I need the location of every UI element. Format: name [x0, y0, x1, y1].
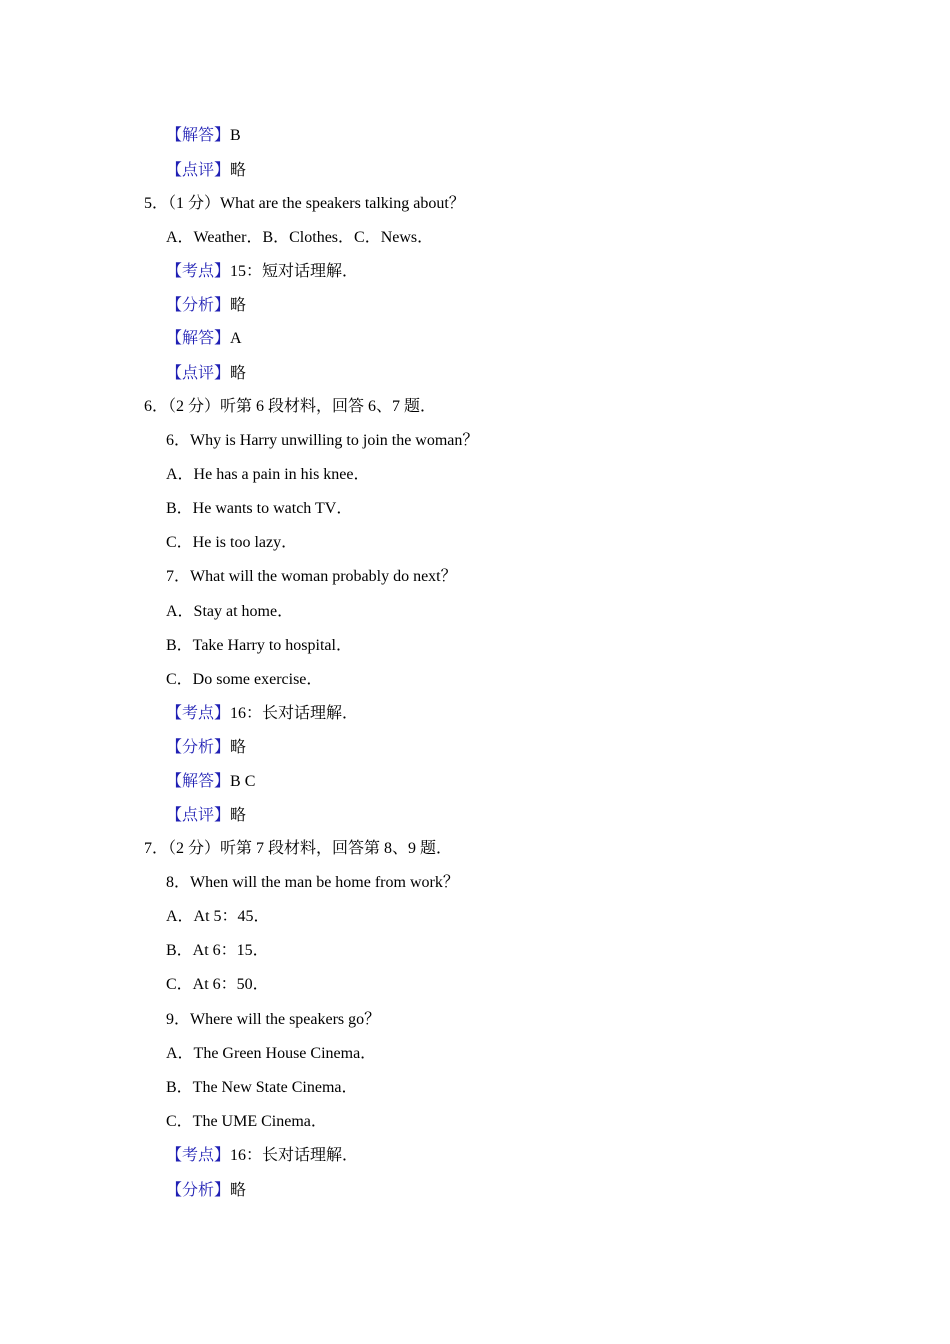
analysis-line [166, 1181, 246, 1201]
sub-question-8: 8．When will the man be home from work？ [166, 874, 459, 891]
testpoint-tag: 【考点】 [166, 263, 231, 280]
option-a: A．The Green House Cinema． [166, 1045, 377, 1062]
comment-text: 略 [230, 162, 247, 179]
question-5: 5．（1 分）What are the speakers talking about？ [144, 195, 465, 212]
sub-question-7: 7．What will the woman probably do next？ [166, 568, 457, 585]
analysis-line [166, 296, 246, 316]
testpoint-text: 16：长对话理解． [230, 705, 359, 722]
comment-tag: 【点评】 [166, 807, 231, 824]
answer-line [166, 772, 255, 792]
testpoint-tag: 【考点】 [166, 1147, 231, 1164]
answer-text: B [230, 127, 241, 144]
comment-text: 略 [230, 365, 247, 382]
option-c: C．He is too lazy． [166, 534, 298, 551]
option-b: B．He wants to watch TV． [166, 500, 353, 517]
comment-line [166, 364, 246, 384]
testpoint-text: 16：长对话理解． [230, 1147, 359, 1164]
answer-tag: 【解答】 [166, 127, 231, 144]
option-c: C．At 6：50． [166, 976, 269, 993]
comment-text: 略 [230, 807, 247, 824]
sub-question-9: 9．Where will the speakers go？ [166, 1011, 381, 1028]
analysis-text: 略 [230, 1182, 247, 1199]
option-c: C．Do some exercise． [166, 671, 323, 688]
sub-question-6: 6．Why is Harry unwilling to join the woman？ [166, 432, 479, 449]
option-b: B．Take Harry to hospital． [166, 637, 352, 654]
question-5-options: A．Weather．B．Clothes．C．News． [166, 229, 434, 246]
answer-text: A [230, 330, 242, 347]
option-a: A．Stay at home． [166, 603, 294, 620]
option-a: A．At 5：45． [166, 908, 270, 925]
option-a: A．He has a pain in his knee． [166, 466, 370, 483]
comment-line [166, 161, 246, 181]
testpoint-line [166, 1146, 358, 1166]
analysis-tag: 【分析】 [166, 1182, 231, 1199]
option-b: B．At 6：15． [166, 942, 269, 959]
testpoint-tag: 【考点】 [166, 705, 231, 722]
answer-tag: 【解答】 [166, 330, 231, 347]
analysis-text: 略 [230, 297, 247, 314]
testpoint-line [166, 704, 358, 724]
testpoint-text: 15：短对话理解． [230, 263, 359, 280]
option-b: B．The New State Cinema． [166, 1079, 358, 1096]
comment-tag: 【点评】 [166, 365, 231, 382]
option-c: C．The UME Cinema． [166, 1113, 327, 1130]
answer-line [166, 126, 241, 146]
testpoint-line [166, 262, 358, 282]
answer-text: B C [230, 773, 256, 790]
analysis-text: 略 [230, 739, 247, 756]
analysis-line [166, 738, 246, 758]
comment-line [166, 806, 246, 826]
answer-tag: 【解答】 [166, 773, 231, 790]
analysis-tag: 【分析】 [166, 297, 231, 314]
analysis-tag: 【分析】 [166, 739, 231, 756]
answer-line [166, 329, 242, 349]
comment-tag: 【点评】 [166, 162, 231, 179]
question-7: 7．（2 分）听第 7 段材料，回答第 8、9 题． [144, 840, 453, 857]
question-6: 6．（2 分）听第 6 段材料，回答 6、7 题． [144, 398, 437, 415]
